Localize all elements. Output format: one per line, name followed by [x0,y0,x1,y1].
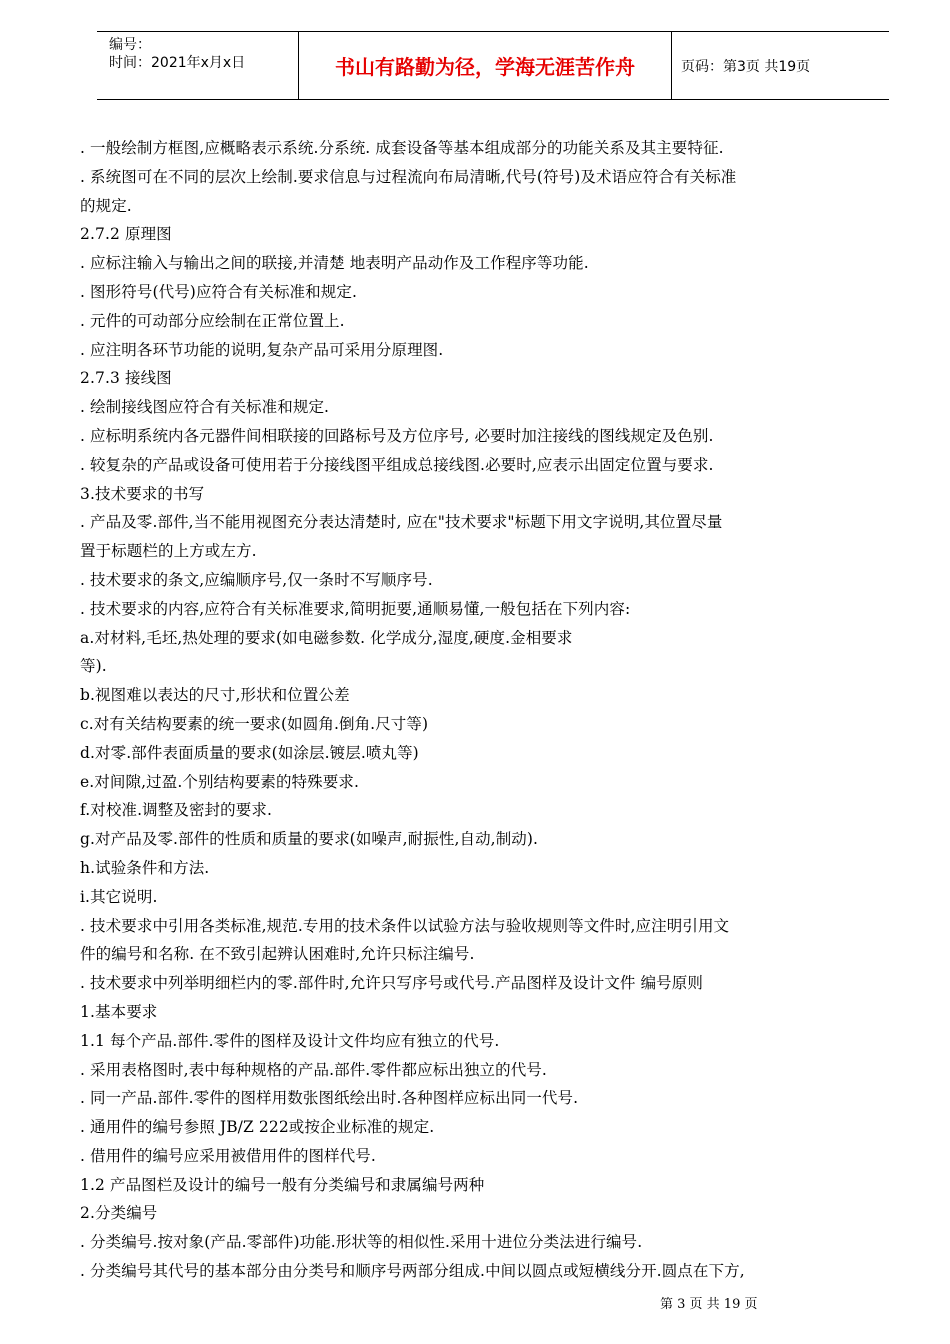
text-line: . 产品及零.部件,当不能用视图充分表达清楚时, 应在"技术要求"标题下用文字说明,其位置尽量 [80,513,723,532]
text-line: . 通用件的编号参照 JB/Z 222或按企业标准的规定. [80,1118,435,1137]
text-line: . 应标注输入与输出之间的联接,并清楚 地表明产品动作及工作程序等功能. [80,254,589,273]
text-line: . 应标明系统内各元器件间相联接的回路标号及方位序号, 必要时加注接线的图线规定及色别. [80,426,714,445]
text-line: . 分类编号其代号的基本部分由分类号和顺序号两部分组成.中间以圆点或短横线分开.圆点在下方, [80,1262,745,1281]
list-item: d.对零.部件表面质量的要求(如涂层.镀层.喷丸等) [80,743,419,762]
document-body [80,134,910,1286]
header-motto: 书山有路勤为径，学海无涯苦作舟 [299,32,672,99]
section-heading: 1.2 产品图栏及设计的编号一般有分类编号和隶属编号两种 [80,1175,485,1194]
footer-page-number: 第 3 页 共 19 页 [660,1297,758,1312]
text-line: . 技术要求中列举明细栏内的零.部件时,允许只写序号或代号.产品图样及设计文件 编号原则 [80,974,703,993]
text-line: . 应注明各环节功能的说明,复杂产品可采用分原理图. [80,340,444,359]
text-line: . 同一产品.部件.零件的图样用数张图纸绘出时.各种图样应标出同一代号. [80,1089,579,1108]
text-line: . 技术要求的内容,应符合有关标准要求,简明扼要,通顺易懂,一般包括在下列内容: [80,599,631,618]
text-line: . 借用件的编号应采用被借用件的图样代号. [80,1146,376,1165]
section-heading: 1.1 每个产品.部件.零件的图样及设计文件均应有独立的代号. [80,1031,500,1050]
list-item: c.对有关结构要素的统一要求(如圆角.倒角.尺寸等) [80,714,429,733]
text-line: . 采用表格图时,表中每种规格的产品.部件.零件都应标出独立的代号. [80,1060,547,1079]
header-page-info: 页码：第3页 共19页 [681,58,811,75]
section-heading: 2.7.2 原理图 [80,225,172,244]
text-line: 的规定. [80,196,132,215]
list-item: a.对材料,毛坯,热处理的要求(如电磁参数. 化学成分,湿度,硬度.金相要求 [80,628,573,647]
text-line: . 一般绘制方框图,应概略表示系统.分系统. 成套设备等基本组成部分的功能关系及其主要特征. [80,139,724,157]
text-line: . 技术要求中引用各类标准,规范.专用的技术条件以试验方法与验收规则等文件时,应注明引用文 [80,916,730,935]
text-line: . 系统图可在不同的层次上绘制.要求信息与过程流向布局清晰,代号(符号)及术语应符合有关标准 [80,167,737,186]
text-line: . 较复杂的产品或设备可使用若于分接线图平组成总接线图.必要时,应表示出固定位置与要求. [80,455,714,474]
page-header [97,31,889,100]
header-meta [97,32,299,99]
document-number-label: 编号： [109,37,151,53]
text-line: 件的编号和名称. 在不致引起辨认困难时,允许只标注编号. [80,945,475,964]
list-item: e.对间隙,过盈.个别结构要素的特殊要求. [80,772,359,791]
text-line: . 绘制接线图应符合有关标准和规定. [80,398,330,417]
document-time-label: 时间：2021年x月x日 [109,55,246,71]
text-line: . 图形符号(代号)应符合有关标准和规定. [80,282,357,301]
list-item: i.其它说明. [80,887,158,906]
list-item: b.视图难以表达的尺寸,形状和位置公差 [80,686,350,705]
list-item-continuation: 等). [80,657,107,676]
list-item: g.对产品及零.部件的性质和质量的要求(如噪声,耐振性,自动,制动). [80,830,539,849]
list-item: f.对校准.调整及密封的要求. [80,801,272,820]
list-item: h.试验条件和方法. [80,858,210,877]
section-heading: 2.7.3 接线图 [80,369,172,388]
text-line: . 元件的可动部分应绘制在正常位置上. [80,311,345,330]
section-heading: 3.技术要求的书写 [80,484,205,503]
section-heading: 2.分类编号 [80,1204,158,1223]
text-line: . 分类编号.按对象(产品.零部件)功能.形状等的相似性.采用十进位分类法进行编号. [80,1233,643,1252]
text-line: . 技术要求的条文,应编顺序号,仅一条时不写顺序号. [80,570,433,589]
section-heading: 1.基本要求 [80,1002,158,1021]
text-line: 置于标题栏的上方或左方. [80,542,257,561]
